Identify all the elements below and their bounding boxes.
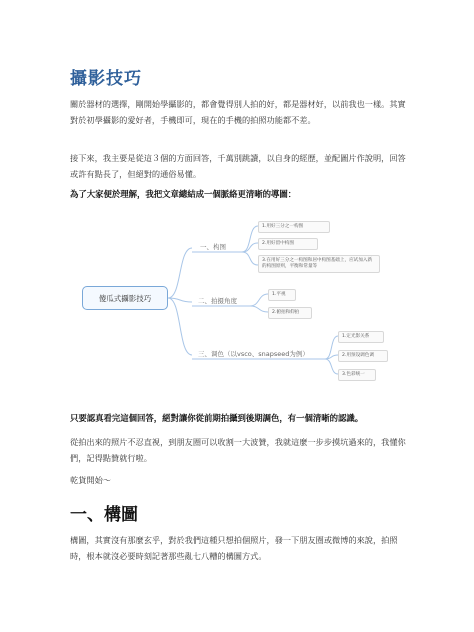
connector-root-branch-1 [168,248,192,298]
branch-angle: 二、拍摄角度 [198,297,237,305]
leaf-angle-1: 1.平视 [268,289,296,301]
mind-map-root: 傻瓜式攝影技巧 [82,286,168,310]
leaf-color-3: 3.色彩统一 [338,369,376,381]
next-paragraph: 接下來，我主要是從這３個的方面回答，千萬別跳讀，以自身的經歷，並配圖片作說明，回答或許有點長了，但絕對的通俗易懂。 [70,153,406,179]
mindmap-intro: 為了大家便於理解，我把文章總結成一個脈絡更清晰的導圖： [70,189,297,199]
leaf-composition-2: 2.用好留中构图 [258,238,318,250]
leaf-color-2: 2.用预设调色调 [338,350,388,362]
branch-composition: 一、构图 [200,243,226,251]
leaf-composition-1: 1.用好三分之一构图 [258,221,330,233]
page-title: 攝影技巧 [70,69,142,89]
start-line: 乾貨開始～ [70,475,111,485]
highlight-statement: 只要認真看完這個回答，絕對讓你從前期拍攝到後期調色，有一個清晰的認識。 [70,413,364,423]
connector-root-branch-3 [168,298,192,355]
photo-paragraph: 從拍出來的照片不忍直視，到朋友圈可以收割一大波贊，我就這麼一步步摸坑過來的，我懂你們，記得點贊就行啦。 [70,437,406,463]
connector-b1-leaf-3 [242,252,258,265]
composition-paragraph: 構圖，其實沒有那麼玄乎，對於我們這種只想拍個照片，發一下朋友圈或微博的來說，拍照時，根本就沒必要時刻記著那些亂七八糟的構圖方式。 [70,535,398,561]
connector-b3-leaf-3 [325,359,338,374]
leaf-color-1: 1.定光影关系 [338,331,384,343]
connector-b2-leaf-2 [250,306,268,312]
section-heading-composition: 一、構圖 [70,505,138,525]
leaf-angle-2: 2.俯拍和仰拍 [268,307,312,319]
connector-b1-leaf-2 [242,243,258,252]
leaf-composition-3: 3.在用好三分之一构图和居中构图基础上，应试加入新的构图原则，平衡和常量等 [258,255,380,273]
connector-b2-leaf-1 [250,294,268,306]
branch-color: 三、调色（以vsco、snapseed为例） [198,350,309,358]
connector-b3-leaf-2 [325,355,338,359]
intro-paragraph: 關於器材的選擇，剛開始學攝影的，都會覺得別人拍的好，都是器材好，以前我也一樣。其實對於初學攝影的愛好者，手機即可，現在的手機的拍照功能都不差。 [70,99,406,125]
mind-map [70,210,410,392]
